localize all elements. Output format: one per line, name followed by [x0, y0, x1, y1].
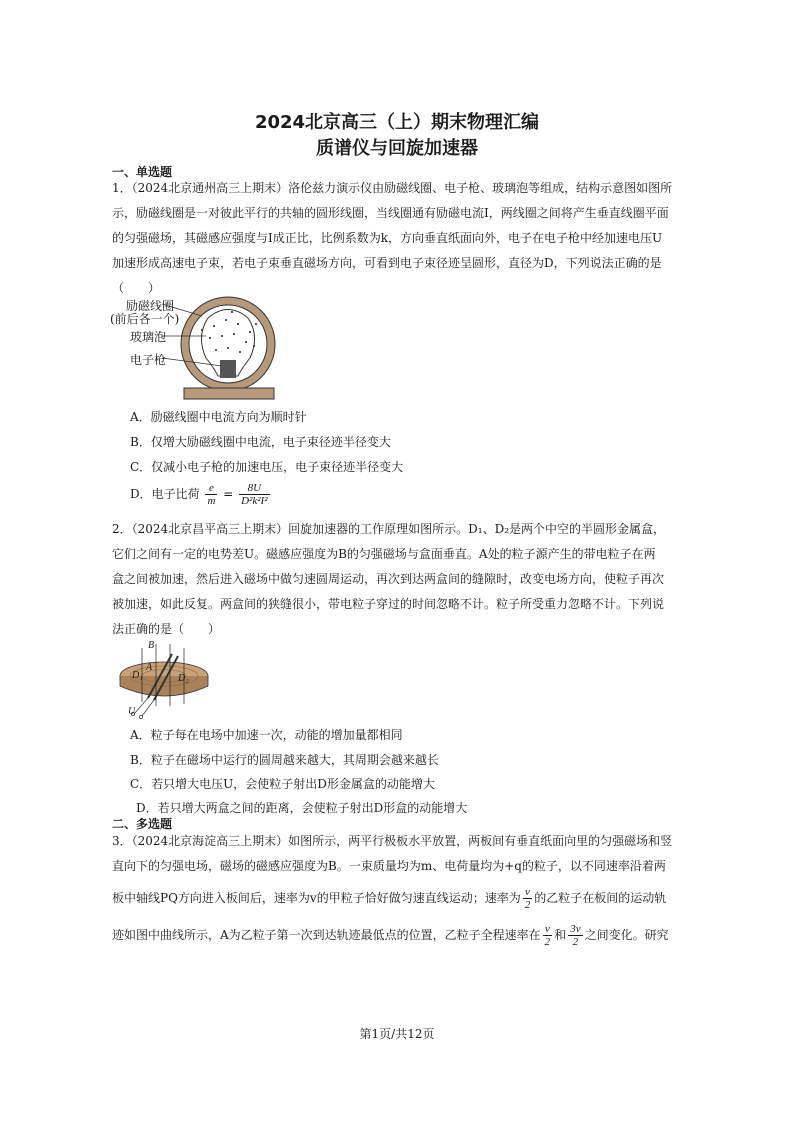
question-1-line: 的匀强磁场，其磁感应强度与I成正比，比例系数为k，方向垂直纸面向外，电子在电子枪中经加速电压U [112, 231, 663, 245]
section-heading-multi-choice: 二、多选题 [112, 817, 173, 831]
question-1-text [112, 176, 688, 301]
question-3-line-3-text: 板中轴线PQ方向进入板间后，速率为v的甲粒子恰好做匀速直线运动；速率为 [112, 891, 521, 905]
option-d-prefix: D．电子比荷 [130, 487, 200, 501]
question-2-line: 法正确的是（ ） [112, 622, 221, 636]
cyclotron-figure [112, 640, 212, 720]
fraction-denominator: 2 [572, 936, 579, 948]
question-3-line-1: 3．（2024北京海淀高三上期末）如图所示，两平行极板水平放置，两板间有垂直纸面向里的匀强磁场和竖 [112, 834, 673, 848]
cyclotron-label-d2: D₂ [178, 673, 189, 684]
fraction-3v-over-2 [568, 923, 582, 948]
fraction-numerator: e [205, 482, 217, 495]
fraction-numerator: 8U [239, 482, 269, 495]
fraction-v-over-2 [523, 886, 533, 911]
section-heading-single-choice: 一、单选题 [112, 165, 173, 179]
question-3-line-4-text: 迹如图中曲线所示，A为乙粒子第一次到达轨迹最低点的位置，乙粒子全程速率在 [112, 928, 541, 942]
question-1-option-a: A．励磁线圈中电流方向为顺时针 [130, 410, 307, 424]
question-1-line: 加速形成高速电子束，若电子束垂直磁场方向，可看到电子束径迹呈圆形，直径为D，下列说法正确的是 [112, 256, 662, 270]
question-1-option-b: B．仅增大励磁线圈中电流，电子束径迹半径变大 [130, 435, 391, 449]
question-3-line-3-text: 的乙粒子在板间的运动轨 [534, 891, 667, 905]
page-title: 2024北京高三（上）期末物理汇编 [254, 112, 540, 133]
question-3-line-2: 直向下的匀强电场，磁场的磁感应强度为B。一束质量均为m、电荷量均为+q的粒子，以不同速率沿着两 [112, 859, 666, 873]
question-1-line: 1．（2024北京通州高三上期末）洛伦兹力演示仪由励磁线圈、电子枪、玻璃泡等组成，结构示意图如图所 [112, 181, 673, 195]
cyclotron-label-a: A [146, 662, 153, 673]
question-1-line: 示，励磁线圈是一对彼此平行的共轴的圆形线圈，当线圈通有励磁电流I，两线圈之间将产生垂直线圈平面 [112, 206, 669, 220]
figure-label-glass-bulb: 玻璃泡 [130, 330, 167, 344]
fraction-8u-over-d2k2i2 [239, 482, 269, 507]
figure-label-coil: 励磁线圈 [126, 299, 175, 313]
question-2-option-b: B．粒子在磁场中运行的圆周越来越大，其周期会越来越长 [130, 753, 439, 767]
fraction-denominator: m [207, 495, 216, 507]
question-2-line: 它们之间有一定的电势差U。磁感应强度为B的匀强磁场与盒面垂直。A处的粒子源产生的带电粒子在两 [112, 547, 656, 561]
question-2-option-c: C．若只增大电压U，会使粒子射出D形金属盒的动能增大 [130, 777, 435, 791]
question-2-option-d: D．若只增大两盒之间的距离，会使粒子射出D形盒的动能增大 [136, 801, 468, 815]
question-3-line-4-text: 之间变化。研究 [584, 928, 669, 942]
question-3-line-4-text: 和 [554, 928, 567, 942]
fraction-numerator: v [523, 886, 533, 899]
question-1-line: （ ） [112, 281, 161, 295]
cyclotron-label-b: B [148, 640, 155, 651]
cyclotron-label-u: U [128, 706, 136, 717]
lorentz-demonstrator-figure [110, 296, 280, 400]
page-subtitle: 质谱仪与回旋加速器 [316, 138, 478, 159]
question-3-line-3 [112, 880, 688, 916]
question-2-option-a: A．粒子每在电场中加速一次，动能的增加量都相同 [130, 728, 403, 742]
question-3-line-4 [112, 917, 688, 953]
question-2-line: 盒之间被加速，然后进入磁场中做匀速圆周运动，再次到达两盒间的缝隙时，改变电场方向，使粒子再次 [112, 572, 665, 586]
fraction-e-over-m [205, 482, 217, 507]
question-2-line: 2．（2024北京昌平高三上期末）回旋加速器的工作原理如图所示。D₁、D₂是两个中空的半圆形金属盒， [112, 522, 666, 536]
question-1-option-d [130, 482, 272, 507]
question-2-text [112, 517, 688, 642]
figure-label-coil-note: (前后各一个) [110, 312, 180, 326]
fraction-denominator: D²k²I² [241, 495, 268, 507]
fraction-denominator: 2 [544, 936, 551, 948]
fraction-numerator: v [543, 923, 553, 936]
equals-sign: = [223, 487, 234, 501]
fraction-numerator: 3v [570, 923, 581, 935]
fraction-denominator: 2 [524, 899, 531, 911]
page-footer: 第1页/共12页 [359, 1027, 435, 1041]
question-1-option-c: C．仅减小电子枪的加速电压，电子束径迹半径变大 [130, 460, 404, 474]
fraction-v-over-2 [543, 923, 553, 948]
figure-label-electron-gun: 电子枪 [130, 353, 167, 367]
question-2-line: 被加速，如此反复。两盒间的狭缝很小，带电粒子穿过的时间忽略不计。粒子所受重力忽略不计。下列说 [112, 597, 665, 611]
cyclotron-label-d1: D₁ [132, 670, 143, 681]
